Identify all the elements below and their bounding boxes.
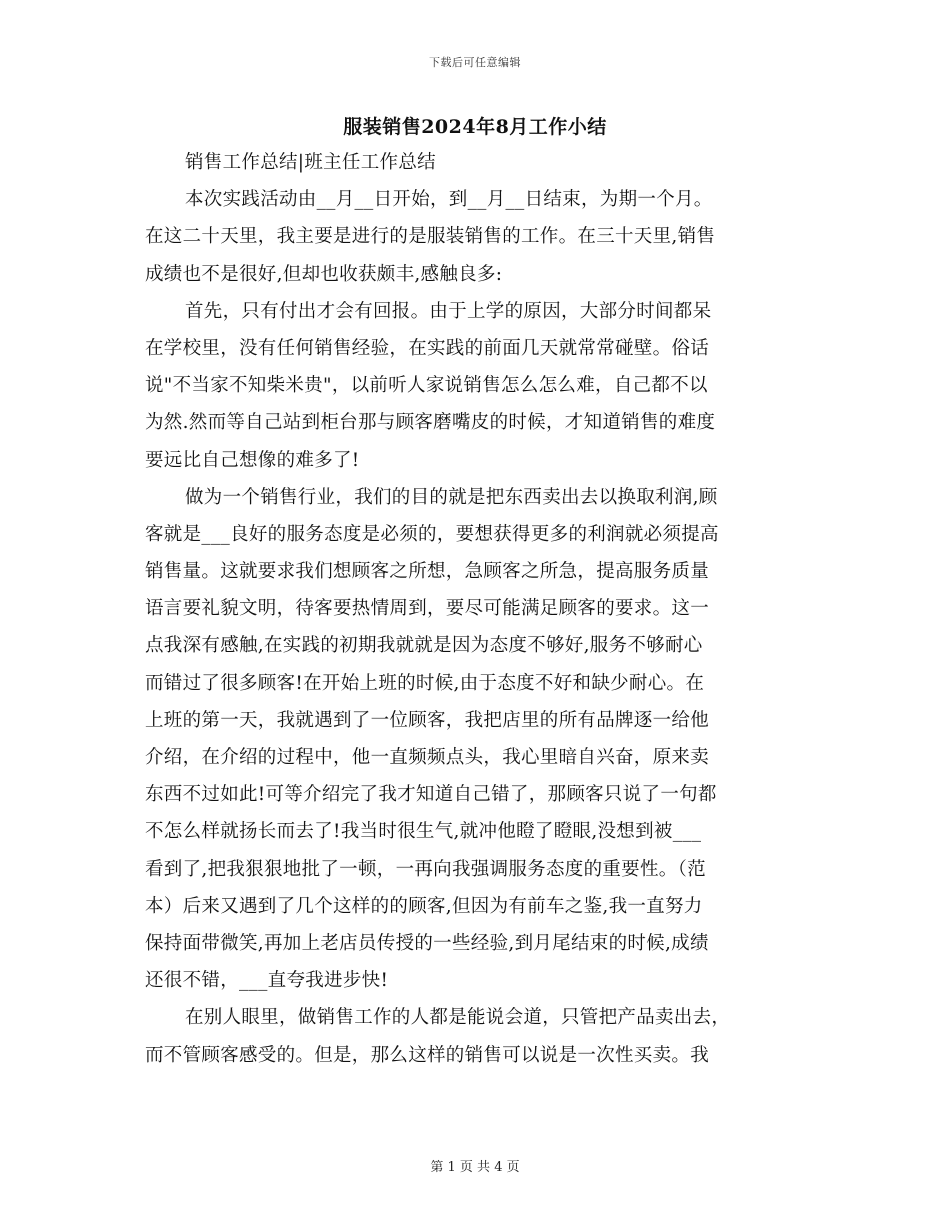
body-text-line: 还很不错，___直夸我进步快! [145, 970, 389, 992]
body-text-line: 在学校里，没有任何销售经验，在实践的前面几天就常常碰壁。俗话 [145, 337, 710, 359]
body-text-line: 要远比自己想像的难多了! [145, 449, 360, 471]
body-text-line: 在别人眼里，做销售工作的人都是能说会道，只管把产品卖出去， [185, 1007, 731, 1029]
body-text-line: 本次实践活动由__月__日开始，到__月__日结束，为期一个月。 [185, 189, 713, 211]
page-number: 第 1 页 共 4 页 [430, 1160, 520, 1175]
body-text-line: 不怎么样就扬长而去了!我当时很生气,就冲他瞪了瞪眼,没想到被___ [145, 821, 702, 843]
body-text-line: 为然.然而等自己站到柜台那与顾客磨嘴皮的时候，才知道销售的难度 [145, 412, 716, 434]
body-text-line: 本）后来又遇到了几个这样的的顾客,但因为有前车之鉴,我一直努力 [145, 895, 703, 917]
body-text-line: 做为一个销售行业，我们的目的就是把东西卖出去以换取利润,顾 [185, 486, 718, 508]
body-text-line: 保持面带微笑,再加上老店员传授的一些经验,到月尾结束的时候,成绩 [145, 932, 709, 954]
body-text-line: 而不管顾客感受的。但是，那么这样的销售可以说是一次性买卖。我 [145, 1044, 710, 1066]
body-text-line: 客就是___良好的服务态度是必须的，要想获得更多的利润就必须提高 [145, 523, 719, 545]
page-header-note: 下载后可任意编辑 [429, 56, 521, 69]
document-title: 服装销售2024年8月工作小结 [343, 116, 607, 138]
document-body [145, 144, 801, 1074]
body-text-line: 点我深有感触,在实践的初期我就就是因为态度不够好,服务不够耐心 [145, 635, 703, 657]
body-text-line: 东西不过如此!可等介绍完了我才知道自己错了，那顾客只说了一句都 [145, 784, 717, 806]
body-text-line: 看到了,把我狠狠地批了一顿，一再向我强调服务态度的重要性。（范 [145, 858, 706, 880]
body-text-line: 成绩也不是很好,但却也收获颇丰,感触良多: [145, 263, 503, 285]
body-text-line: 而错过了很多顾客!在开始上班的时候,由于态度不好和缺少耐心。在 [145, 672, 705, 694]
body-text-line: 上班的第一天，我就遇到了一位顾客，我把店里的所有品牌逐一给他 [145, 709, 710, 731]
body-text-line: 说"不当家不知柴米贵"，以前听人家说销售怎么怎么难，自己都不以 [145, 375, 708, 397]
body-text-line: 销售量。这就要求我们想顾客之所想，急顾客之所急，提高服务质量 [145, 561, 710, 583]
body-text-line: 在这二十天里，我主要是进行的是服装销售的工作。在三十天里,销售 [145, 226, 716, 248]
body-text-line: 介绍，在介绍的过程中，他一直频频点头，我心里暗自兴奋，原来卖 [145, 747, 710, 768]
body-text-line: 首先，只有付出才会有回报。由于上学的原因，大部分时间都呆 [185, 300, 712, 322]
body-text-line: 语言要礼貌文明，待客要热情周到，要尽可能满足顾客的要求。这一 [145, 598, 710, 620]
body-text-line: 销售工作总结|班主任工作总结 [185, 152, 436, 173]
